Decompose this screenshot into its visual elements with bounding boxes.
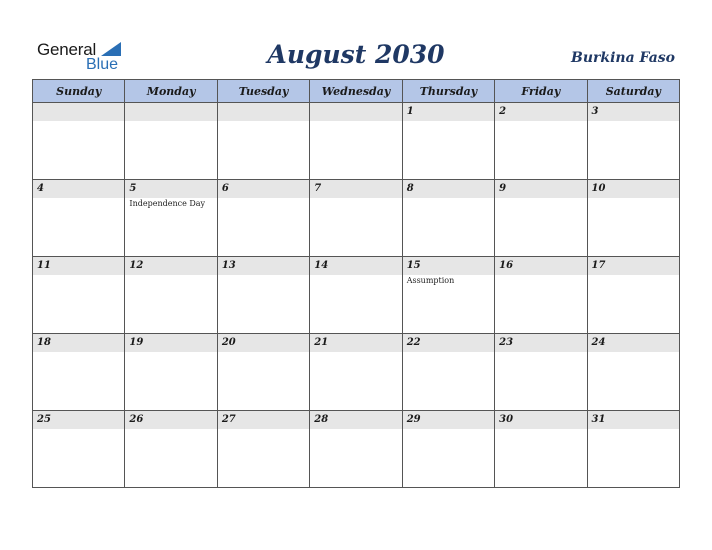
day-number-band: [125, 103, 216, 121]
day-number: 3: [591, 106, 599, 117]
day-cell[interactable]: [402, 411, 494, 488]
weekday-header: Saturday: [587, 80, 679, 103]
day-number: 16: [499, 260, 514, 271]
week-row: [33, 411, 680, 488]
day-number-band: [33, 411, 124, 429]
day-cell[interactable]: [402, 334, 494, 411]
weekday-header: Friday: [495, 80, 587, 103]
logo-word-blue: Blue: [86, 56, 119, 73]
day-number-band: [403, 180, 494, 198]
day-cell[interactable]: [125, 334, 217, 411]
week-row: [33, 103, 680, 180]
day-number: 30: [499, 414, 514, 425]
day-number: 29: [406, 414, 421, 425]
day-number-band: [495, 411, 586, 429]
day-number-band: [218, 180, 309, 198]
day-number: 14: [314, 260, 329, 271]
day-number-band: [218, 334, 309, 352]
day-number-band: [495, 334, 586, 352]
day-cell[interactable]: [310, 411, 402, 488]
day-number: 28: [314, 414, 329, 425]
day-number-band: [218, 257, 309, 275]
day-number: 18: [37, 337, 51, 348]
calendar-title: August 2030: [267, 40, 445, 69]
day-cell[interactable]: [125, 257, 217, 334]
day-cell[interactable]: [587, 334, 679, 411]
day-number-band: [588, 334, 679, 352]
day-number-band: [310, 257, 401, 275]
day-cell[interactable]: [33, 257, 125, 334]
day-number: 31: [591, 414, 606, 425]
day-number-band: [125, 257, 216, 275]
day-number: 13: [221, 260, 236, 271]
day-number: 1: [406, 106, 414, 117]
day-number-band: [218, 103, 309, 121]
day-cell[interactable]: [495, 257, 587, 334]
day-cell[interactable]: [587, 180, 679, 257]
day-number: 8: [406, 183, 414, 194]
day-number: 11: [37, 260, 51, 271]
logo-word-general: General: [37, 40, 97, 59]
day-number-band: [33, 180, 124, 198]
day-cell[interactable]: [495, 180, 587, 257]
calendar-grid: [32, 79, 680, 488]
day-cell[interactable]: [125, 103, 217, 180]
day-number: 21: [314, 337, 329, 348]
day-cell[interactable]: [217, 180, 309, 257]
day-number-band: [588, 257, 679, 275]
weekday-header: Thursday: [402, 80, 494, 103]
day-number: 6: [221, 183, 229, 194]
day-number: 12: [129, 260, 144, 271]
calendar-weeks: [33, 103, 680, 488]
logo-triangle-icon: [101, 42, 121, 56]
day-number-band: [310, 180, 401, 198]
day-number-band: [403, 334, 494, 352]
day-number: 25: [37, 414, 51, 425]
day-number-band: [588, 180, 679, 198]
day-number-band: [495, 257, 586, 275]
week-row: [33, 180, 680, 257]
day-number-band: [588, 411, 679, 429]
day-cell[interactable]: [495, 334, 587, 411]
day-number-band: [125, 334, 216, 352]
day-cell[interactable]: [587, 411, 679, 488]
day-number-band: [33, 257, 124, 275]
day-number: 9: [499, 183, 507, 194]
day-number-band: [125, 411, 216, 429]
weekday-header: Sunday: [33, 80, 125, 103]
day-number: 10: [591, 183, 606, 194]
day-number-band: [403, 257, 494, 275]
day-number: 26: [129, 414, 144, 425]
day-cell[interactable]: [125, 180, 217, 257]
day-cell[interactable]: [33, 180, 125, 257]
day-number-band: [125, 180, 216, 198]
day-cell[interactable]: [310, 103, 402, 180]
day-number: 17: [591, 260, 606, 271]
week-row: [33, 257, 680, 334]
day-number: 20: [221, 337, 236, 348]
day-number-band: [310, 103, 401, 121]
day-number-band: [218, 411, 309, 429]
day-number-band: [588, 103, 679, 121]
day-cell[interactable]: [310, 334, 402, 411]
day-cell[interactable]: [217, 257, 309, 334]
weekday-header: Monday: [125, 80, 217, 103]
day-number-band: [495, 103, 586, 121]
day-number: 19: [129, 337, 144, 348]
day-cell[interactable]: [125, 411, 217, 488]
day-cell[interactable]: [33, 334, 125, 411]
holiday-label: Assumption: [406, 276, 455, 285]
day-number: 22: [406, 337, 421, 348]
day-number: 2: [499, 106, 507, 117]
day-number: 7: [314, 183, 322, 194]
day-number: 24: [591, 337, 606, 348]
day-number-band: [33, 103, 124, 121]
day-number: 5: [129, 183, 137, 194]
day-cell[interactable]: [33, 103, 125, 180]
day-number: 23: [499, 337, 514, 348]
country-name: Burkina Faso: [571, 50, 675, 66]
day-cell[interactable]: [217, 103, 309, 180]
day-cell[interactable]: [402, 257, 494, 334]
day-number-band: [33, 334, 124, 352]
day-number-band: [310, 411, 401, 429]
day-number-band: [495, 180, 586, 198]
holiday-label: Independence Day: [129, 199, 206, 208]
week-row: [33, 334, 680, 411]
day-number: 15: [406, 260, 421, 271]
day-cell[interactable]: [587, 257, 679, 334]
day-number-band: [403, 411, 494, 429]
weekday-header-row: [33, 80, 680, 103]
weekday-header: Tuesday: [217, 80, 309, 103]
day-cell[interactable]: [33, 411, 125, 488]
day-number-band: [310, 334, 401, 352]
day-cell[interactable]: [495, 411, 587, 488]
day-cell[interactable]: [402, 103, 494, 180]
generalblue-logo: [37, 40, 137, 74]
day-number: 27: [221, 414, 236, 425]
day-cell[interactable]: [217, 334, 309, 411]
day-cell[interactable]: [402, 180, 494, 257]
day-cell[interactable]: [310, 180, 402, 257]
day-cell[interactable]: [310, 257, 402, 334]
day-cell[interactable]: [217, 411, 309, 488]
day-number: 4: [37, 183, 44, 194]
day-cell[interactable]: [495, 103, 587, 180]
weekday-header: Wednesday: [310, 80, 402, 103]
day-cell[interactable]: [587, 103, 679, 180]
day-number-band: [403, 103, 494, 121]
